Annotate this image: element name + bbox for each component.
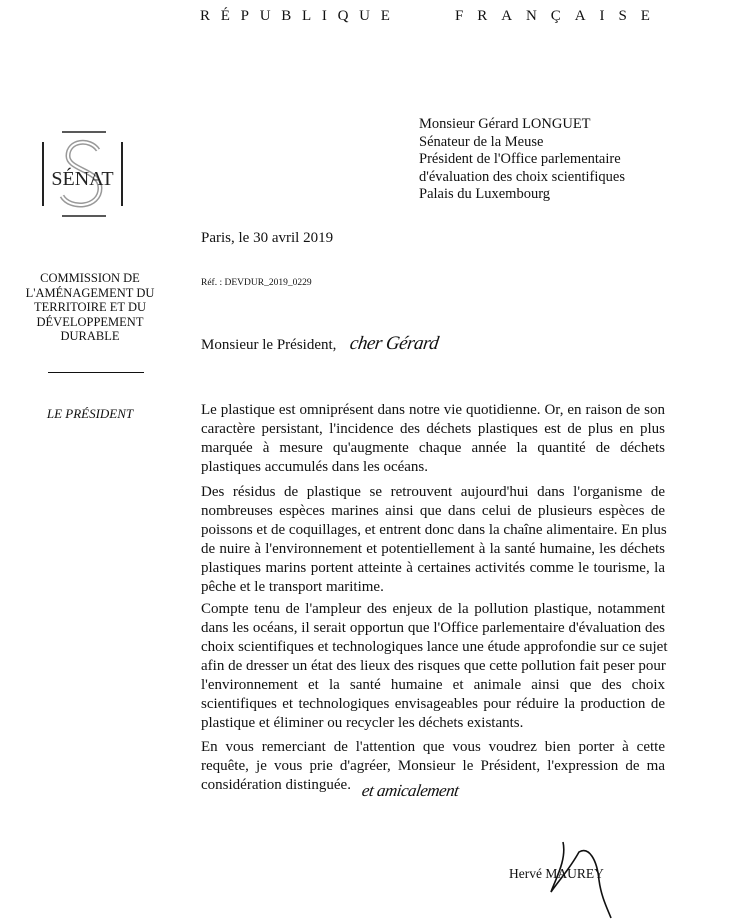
senat-logo bbox=[40, 130, 125, 218]
letter-date: Paris, le 30 avril 2019 bbox=[201, 230, 334, 246]
commission-line: TERRITOIRE ET DU bbox=[33, 300, 147, 314]
reference: Réf. : DEVDUR_2019_0229 bbox=[201, 278, 312, 288]
letter: P bbox=[240, 8, 249, 24]
address-line: Palais du Luxembourg bbox=[419, 186, 551, 202]
republic-header bbox=[200, 8, 650, 25]
signer-name: Hervé MAUREY bbox=[509, 866, 604, 881]
address-line: d'évaluation des choix scientifiques bbox=[419, 168, 625, 185]
francaise-word bbox=[455, 8, 650, 25]
republic-word bbox=[200, 8, 390, 25]
body-line: caractère persistant, l'incidence des déchets plastiques est de plus en plus bbox=[201, 421, 665, 437]
recipient-address bbox=[419, 116, 625, 204]
letter: R bbox=[477, 8, 488, 24]
letter: E bbox=[380, 8, 390, 24]
letter: É bbox=[220, 8, 230, 24]
svg-text:SÉNAT: SÉNAT bbox=[51, 168, 114, 190]
body-line: plastiques accumulés dans les océans. bbox=[201, 459, 429, 475]
body-line: de nuire à l'environnement et potentiellement à la santé humaine, les déchets bbox=[201, 541, 665, 557]
body-line: considération distinguée. bbox=[201, 777, 351, 793]
body-line: Compte tenu de l'ampleur des enjeux de la pollution plastique, notamment bbox=[201, 601, 665, 617]
body-line: l'environnement et la santé humaine et animale ainsi que des choix bbox=[201, 677, 665, 693]
letter: F bbox=[455, 8, 464, 24]
body-line: dans les océans, il serait opportun que l'Office parlementaire d'évaluation des bbox=[201, 620, 665, 636]
salutation: Monsieur le Président, bbox=[201, 337, 337, 353]
letter: A bbox=[501, 8, 513, 24]
commission-line: L'AMÉNAGEMENT DU bbox=[25, 285, 155, 300]
address-line: Sénateur de la Meuse bbox=[419, 133, 544, 150]
body-paragraph bbox=[201, 600, 668, 733]
handwritten-closing: et amicalement bbox=[360, 781, 460, 800]
body-line: En vous remerciant de l'attention que vous voudrez bien porter à cette bbox=[201, 739, 665, 755]
letter: Ç bbox=[550, 8, 561, 24]
letter: I bbox=[599, 8, 605, 24]
divider bbox=[48, 372, 144, 373]
signature bbox=[545, 840, 655, 920]
letter: I bbox=[321, 8, 327, 24]
body-line: afin de dresser un état des lieux des risques que cette pollution fait peser pour bbox=[201, 658, 666, 674]
body-line: marquée à mesure qu'augmente chaque année la quantité de déchets bbox=[201, 440, 665, 456]
body-line: nombreuses espèces marines ainsi que dans celui de plusieurs espèces de bbox=[201, 503, 665, 519]
role-label: LE PRÉSIDENT bbox=[46, 406, 134, 421]
body-line: Le plastique est omniprésent dans notre vie quotidienne. Or, en raison de son bbox=[201, 402, 665, 418]
letter: U bbox=[359, 8, 370, 24]
commission-name bbox=[20, 271, 160, 344]
letter: E bbox=[640, 8, 650, 24]
body-line: choix scientifiques et technologiques lance une étude approfondie sur ce sujet bbox=[201, 639, 668, 655]
body-paragraph bbox=[201, 401, 665, 477]
letter: L bbox=[301, 8, 312, 24]
body-paragraph bbox=[201, 483, 665, 597]
commission-line: DURABLE bbox=[60, 329, 120, 343]
body-line: plastique et éliminer ou recycler les déchets existants. bbox=[201, 715, 524, 731]
body-line: Des résidus de plastique se retrouvent aujourd'hui dans l'organisme de bbox=[201, 484, 665, 500]
letter: B bbox=[281, 8, 292, 24]
body-line: requête, je vous prie d'agréer, Monsieur le Président, l'expression de ma bbox=[201, 758, 665, 774]
letter: R bbox=[200, 8, 211, 24]
letter: U bbox=[259, 8, 271, 24]
handwritten-greeting: cher Gérard bbox=[348, 333, 440, 354]
body-line: scientifiques et technologiques envisageables pour réduire la production de bbox=[201, 696, 665, 712]
letter: N bbox=[526, 8, 537, 24]
commission-line: COMMISSION DE bbox=[40, 271, 140, 285]
letter: Q bbox=[337, 8, 349, 24]
letter: A bbox=[574, 8, 586, 24]
address-line: Monsieur Gérard LONGUET bbox=[419, 116, 591, 132]
body-line: pêche et le transport maritime. bbox=[201, 579, 384, 595]
body-line: poissons et de coquillages, et entrent donc dans la chaîne alimentaire. En plus bbox=[201, 522, 667, 538]
address-line: Président de l'Office parlementaire bbox=[419, 151, 621, 167]
commission-line: DÉVELOPPEMENT bbox=[36, 314, 144, 329]
letter: S bbox=[618, 8, 627, 24]
body-line: plastiques marins portent atteinte à certaines activités comme le tourisme, la bbox=[201, 560, 665, 576]
